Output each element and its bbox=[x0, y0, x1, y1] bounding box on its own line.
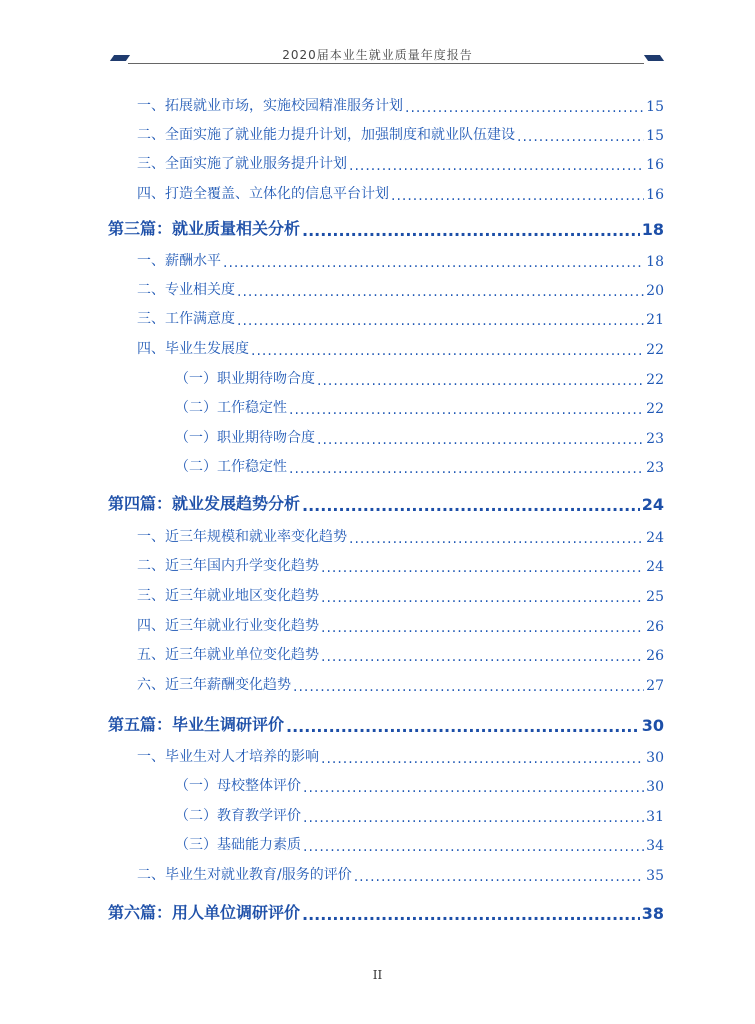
toc-section-entry[interactable] bbox=[137, 308, 664, 328]
toc-dot-leader bbox=[321, 591, 644, 605]
toc-section-entry[interactable] bbox=[137, 526, 664, 546]
toc-entry-label: （二）工作稳定性 bbox=[175, 459, 287, 475]
toc-entry-label: 一、拓展就业市场，实施校园精准服务计划 bbox=[137, 98, 403, 114]
toc-entry-label: 四、近三年就业行业变化趋势 bbox=[137, 618, 319, 634]
toc-section-entry[interactable] bbox=[137, 250, 664, 270]
toc-entry-page-number: 30 bbox=[646, 779, 664, 795]
toc-entry-page-number: 16 bbox=[646, 157, 664, 173]
toc-chapter-entry[interactable] bbox=[108, 899, 664, 923]
toc-dot-leader bbox=[405, 101, 644, 115]
toc-entry-label: 一、毕业生对人才培养的影响 bbox=[137, 749, 319, 765]
toc-section-entry[interactable] bbox=[137, 585, 664, 605]
toc-entry-page-number: 23 bbox=[646, 431, 664, 447]
toc-subsection-entry[interactable] bbox=[175, 805, 664, 825]
toc-entry-label: 二、全面实施了就业能力提升计划，加强制度和就业队伍建设 bbox=[137, 127, 515, 143]
toc-dot-leader bbox=[349, 532, 644, 546]
toc-section-entry[interactable] bbox=[137, 95, 664, 115]
toc-entry-label: （三）基础能力素质 bbox=[175, 837, 301, 853]
toc-entry-page-number: 31 bbox=[646, 809, 664, 825]
toc-chapter-entry[interactable] bbox=[108, 215, 664, 239]
toc-dot-leader bbox=[223, 256, 644, 270]
toc-entry-page-number: 24 bbox=[646, 530, 664, 546]
toc-section-entry[interactable] bbox=[137, 864, 664, 884]
page-number: II bbox=[372, 968, 383, 982]
toc-chapter-entry[interactable] bbox=[108, 711, 664, 735]
toc-entry-label: 二、专业相关度 bbox=[137, 282, 235, 298]
toc-dot-leader bbox=[517, 130, 644, 144]
toc-section-entry[interactable] bbox=[137, 615, 664, 635]
toc-section-entry[interactable] bbox=[137, 183, 664, 203]
toc-dot-leader bbox=[317, 374, 644, 388]
toc-entry-page-number: 18 bbox=[646, 254, 664, 270]
toc-dot-leader bbox=[289, 462, 644, 476]
toc-entry-page-number: 21 bbox=[646, 312, 664, 328]
toc-dot-leader bbox=[293, 680, 644, 694]
toc-entry-page-number: 15 bbox=[646, 128, 664, 144]
toc-dot-leader bbox=[303, 840, 644, 854]
toc-entry-label: 五、近三年就业单位变化趋势 bbox=[137, 647, 319, 663]
toc-subsection-entry[interactable] bbox=[175, 368, 664, 388]
toc-entry-page-number: 22 bbox=[646, 342, 664, 358]
header-title: 2020届本业生就业质量年度报告 bbox=[282, 48, 473, 62]
toc-entry-label: （一）职业期待吻合度 bbox=[175, 371, 315, 387]
toc-entry-page-number: 25 bbox=[646, 589, 664, 605]
toc-entry-page-number: 30 bbox=[641, 716, 664, 735]
toc-entry-page-number: 24 bbox=[641, 495, 664, 514]
toc-subsection-entry[interactable] bbox=[175, 834, 664, 854]
toc-entry-page-number: 22 bbox=[646, 401, 664, 417]
toc-entry-page-number: 15 bbox=[646, 99, 664, 115]
toc-entry-label: （一）母校整体评价 bbox=[175, 778, 301, 794]
toc-subsection-entry[interactable] bbox=[175, 427, 664, 447]
toc-subsection-entry[interactable] bbox=[175, 397, 664, 417]
header-rule bbox=[128, 63, 644, 64]
toc-dot-leader bbox=[354, 870, 644, 884]
toc-dot-leader bbox=[237, 285, 644, 299]
toc-dot-leader bbox=[289, 403, 644, 417]
toc-entry-label: 一、近三年规模和就业率变化趋势 bbox=[137, 529, 347, 545]
toc-section-entry[interactable] bbox=[137, 338, 664, 358]
toc-entry-page-number: 26 bbox=[646, 619, 664, 635]
page-header bbox=[0, 0, 755, 80]
toc-entry-label: 三、工作满意度 bbox=[137, 311, 235, 327]
toc-section-entry[interactable] bbox=[137, 153, 664, 173]
toc-entry-page-number: 26 bbox=[646, 648, 664, 664]
toc-dot-leader bbox=[286, 719, 640, 735]
toc-entry-page-number: 35 bbox=[646, 868, 664, 884]
toc-entry-label: 三、全面实施了就业服务提升计划 bbox=[137, 156, 347, 172]
toc-entry-page-number: 38 bbox=[641, 904, 664, 923]
toc-section-entry[interactable] bbox=[137, 674, 664, 694]
toc-dot-leader bbox=[317, 433, 644, 447]
toc-entry-label: 第三篇：就业质量相关分析 bbox=[108, 219, 301, 238]
toc-entry-label: 二、近三年国内升学变化趋势 bbox=[137, 558, 319, 574]
toc-entry-page-number: 16 bbox=[646, 187, 664, 203]
toc-dot-leader bbox=[321, 650, 644, 664]
toc-entry-label: （二）工作稳定性 bbox=[175, 400, 287, 416]
toc-dot-leader bbox=[303, 781, 644, 795]
toc-entry-label: 第四篇：就业发展趋势分析 bbox=[108, 494, 301, 513]
toc-entry-label: 三、近三年就业地区变化趋势 bbox=[137, 588, 319, 604]
toc-entry-page-number: 30 bbox=[646, 750, 664, 766]
toc-section-entry[interactable] bbox=[137, 555, 664, 575]
toc-entry-page-number: 24 bbox=[646, 559, 664, 575]
toc-dot-leader bbox=[302, 223, 640, 239]
toc-entry-label: 第六篇：用人单位调研评价 bbox=[108, 903, 301, 922]
toc-entry-label: 六、近三年薪酬变化趋势 bbox=[137, 677, 291, 693]
toc-subsection-entry[interactable] bbox=[175, 456, 664, 476]
toc-dot-leader bbox=[349, 159, 644, 173]
toc-dot-leader bbox=[303, 811, 644, 825]
toc-chapter-entry[interactable] bbox=[108, 490, 664, 514]
toc-dot-leader bbox=[302, 498, 640, 514]
toc-dot-leader bbox=[302, 907, 640, 923]
toc-entry-label: 一、薪酬水平 bbox=[137, 253, 221, 269]
toc-entry-label: 二、毕业生对就业教育/服务的评价 bbox=[137, 867, 352, 883]
toc-entry-label: （二）教育教学评价 bbox=[175, 808, 301, 824]
toc-dot-leader bbox=[321, 752, 644, 766]
toc-dot-leader bbox=[321, 621, 644, 635]
toc-entry-label: （一）职业期待吻合度 bbox=[175, 430, 315, 446]
toc-entry-page-number: 22 bbox=[646, 372, 664, 388]
toc-entry-page-number: 20 bbox=[646, 283, 664, 299]
toc-section-entry[interactable] bbox=[137, 124, 664, 144]
toc-entry-page-number: 18 bbox=[641, 220, 664, 239]
toc-subsection-entry[interactable] bbox=[175, 775, 664, 795]
header-right-decoration bbox=[644, 55, 664, 61]
toc-entry-label: 四、打造全覆盖、立体化的信息平台计划 bbox=[137, 186, 389, 202]
toc-dot-leader bbox=[391, 189, 644, 203]
toc-dot-leader bbox=[237, 314, 644, 328]
toc-entry-label: 第五篇：毕业生调研评价 bbox=[108, 715, 285, 734]
toc-entry-page-number: 27 bbox=[646, 678, 664, 694]
toc-section-entry[interactable] bbox=[137, 279, 664, 299]
toc-dot-leader bbox=[321, 561, 644, 575]
toc-section-entry[interactable] bbox=[137, 644, 664, 664]
toc-dot-leader bbox=[251, 344, 644, 358]
toc-entry-page-number: 34 bbox=[646, 838, 664, 854]
toc-entry-page-number: 23 bbox=[646, 460, 664, 476]
toc-section-entry[interactable] bbox=[137, 746, 664, 766]
toc-entry-label: 四、毕业生发展度 bbox=[137, 341, 249, 357]
